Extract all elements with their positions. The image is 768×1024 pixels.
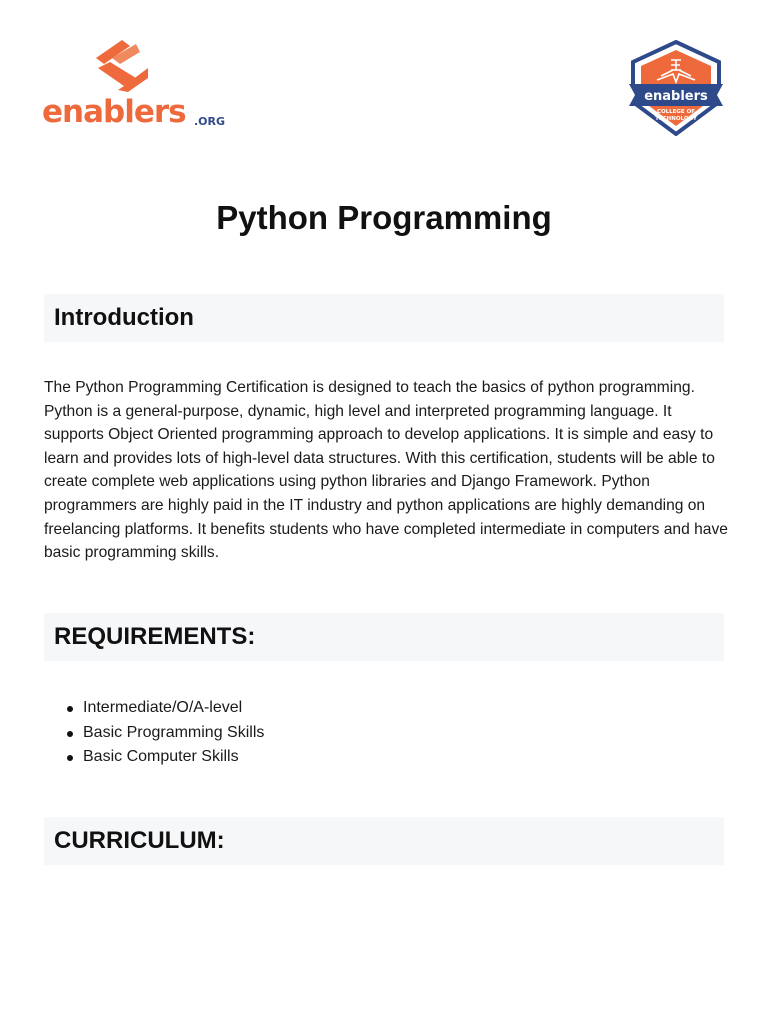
enablers-logo[interactable] [42, 38, 232, 138]
brand-suffix: .ORG [194, 115, 226, 128]
brand-wordmark: enablers [42, 94, 186, 130]
curriculum-heading: CURRICULUM: [54, 827, 225, 854]
badge-line1: COLLEGE OF [656, 109, 696, 115]
bullet-icon [67, 755, 73, 761]
introduction-heading: Introduction [54, 304, 194, 331]
badge-line2: TECHNOLOGY [655, 116, 697, 122]
curriculum-section-header [44, 817, 724, 865]
badge-name: enablers [644, 89, 708, 104]
enablers-e-mark-icon [92, 38, 150, 94]
list-item [44, 745, 264, 770]
list-item [44, 721, 264, 746]
page-title: Python Programming [216, 199, 552, 236]
requirement-text: Basic Computer Skills [83, 748, 239, 765]
introduction-section-header [44, 294, 724, 342]
requirement-text: Intermediate/O/A-level [83, 699, 243, 716]
requirements-list [44, 696, 264, 770]
requirement-text: Basic Programming Skills [83, 723, 265, 741]
list-item [44, 696, 264, 721]
introduction-body: The Python Programming Certification is designed to teach the basics of python programming. Python is a general-purpose, dynamic, high level and interpreted programming language. It supports Object Oriented programming approach to develop applications. It is simple and easy to learn and provides lots of high-level data structures. With this certification, students will be able to create complete web applications using python libraries and Django Framework. Python programmers are highly paid in the IT industry and python applications are highly demanding on freelancing platforms. It benefits students who have completed intermediate in computers and have basic programming skills. [44, 379, 728, 562]
requirements-heading: REQUIREMENTS: [54, 623, 256, 650]
college-badge-logo[interactable] [627, 40, 725, 136]
requirements-section-header [44, 613, 724, 661]
bullet-icon [67, 731, 73, 737]
bullet-icon [67, 706, 73, 712]
